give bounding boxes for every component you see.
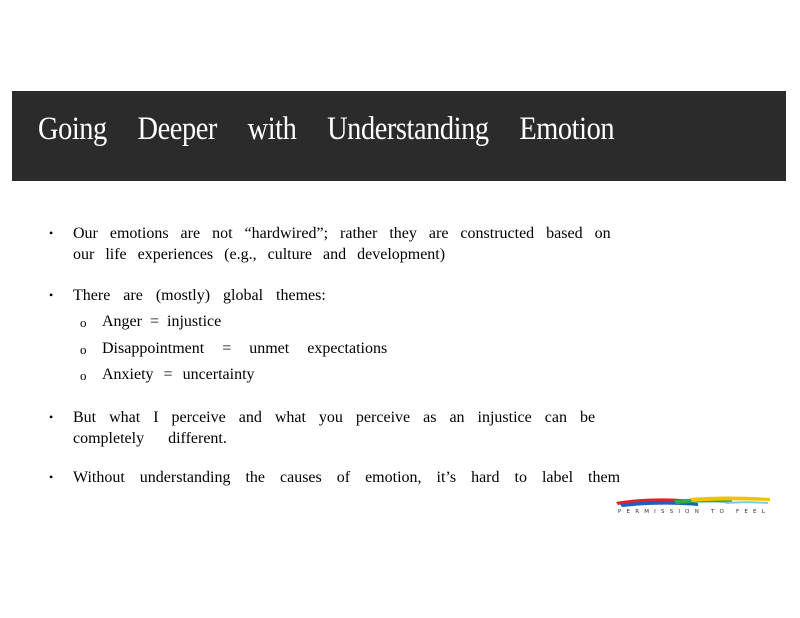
circle-bullet-icon: o <box>80 368 87 383</box>
bullet-line: But what I perceive and what you perceive as an injustice can be <box>73 409 596 426</box>
sub-bullet-text: Anger = injustice <box>102 313 222 330</box>
sub-bullet-text: Anxiety = uncertainty <box>102 366 255 383</box>
sub-bullet-text: Disappointment = unmet expectations <box>102 340 388 357</box>
title-bar <box>12 91 786 181</box>
bullet-icon: • <box>49 410 54 424</box>
bullet-line: Without understanding the causes of emotion, it’s hard to label them <box>73 469 621 486</box>
circle-bullet-icon: o <box>80 315 87 330</box>
bullet-line: completely different. <box>73 430 227 447</box>
bullet-icon: • <box>49 470 54 484</box>
bullet-item <box>49 223 733 265</box>
bullet-icon: • <box>49 226 54 240</box>
bullet-line: our life experiences (e.g., culture and development) <box>73 246 446 263</box>
bullet-line: Our emotions are not “hardwired”; rather they are constructed based on <box>73 225 611 242</box>
circle-bullet-icon: o <box>80 342 87 357</box>
sub-bullet-item <box>80 311 222 332</box>
slide-title: Going Deeper with Understanding Emotion <box>38 111 615 147</box>
permission-to-feel-logo <box>614 494 772 520</box>
bullet-item <box>49 407 733 449</box>
bullet-line: There are (mostly) global themes: <box>73 287 326 304</box>
sub-bullet-item <box>80 364 255 385</box>
logo-text: PERMISSION TO FEEL <box>618 509 770 515</box>
logo-stroke-lightblue <box>724 501 768 504</box>
bullet-icon: • <box>49 288 54 302</box>
bullet-item <box>49 467 733 488</box>
bullet-item <box>49 285 733 306</box>
sub-bullet-item <box>80 338 388 359</box>
